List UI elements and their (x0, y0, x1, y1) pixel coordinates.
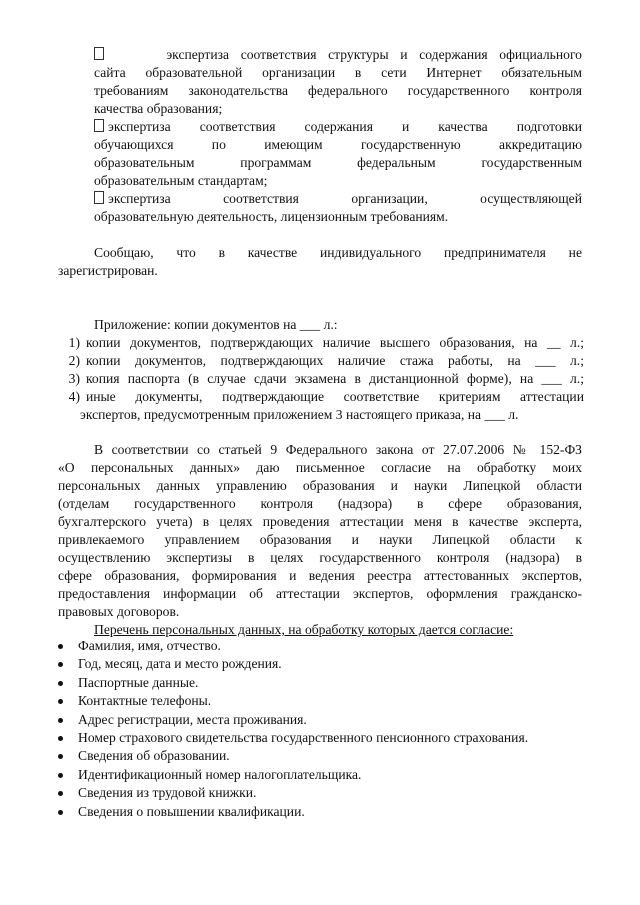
pd-list (58, 637, 588, 821)
attachment-number: 3) (68, 371, 80, 386)
consent-paragraph (58, 441, 582, 621)
pd-item-text: Адрес регистрации, места проживания. (78, 711, 307, 727)
pd-list-title-text: Перечень персональных данных, на обработку которых дается согласие: (94, 622, 514, 637)
pd-list-item (58, 803, 588, 821)
attachment-title-text: Приложение: копии документов на ___ л.: (94, 317, 338, 332)
attachment-text: копия паспорта (в случае сдачи экзамена в дистанционной форме), на ___ л.; (86, 371, 584, 386)
not-registered-line-2: зарегистрирован. (58, 263, 158, 278)
bullet-icon (58, 754, 63, 759)
bullet-icon (58, 791, 63, 796)
expertise-item-2-line-1: экспертиза соответствия содержания и качества подготовки (94, 118, 582, 136)
bullet-icon (58, 736, 63, 741)
attachment-item-2 (60, 352, 584, 370)
attachment-text: экспертов, предусмотренным приложением 3 настоящего приказа, на ___ л. (80, 407, 519, 422)
pd-item-text: Сведения об образовании. (78, 748, 230, 764)
consent-line: «О персональных данных» даю письменное согласие на обработку моих (58, 460, 582, 475)
consent-line: бухгалтерского учета) в целях проведения аттестации меня в качестве эксперта, (58, 514, 582, 529)
bullet-icon (58, 810, 63, 815)
expertise-item-3 (94, 190, 582, 226)
expertise-item-1-line-2: сайта образовательной организации в сети Интернет обязательным (94, 65, 582, 80)
pd-item-text: Сведения из трудовой книжки. (78, 785, 257, 801)
not-registered-paragraph (58, 244, 582, 280)
attachment-text: копии документов, подтверждающих наличие стажа работы, на ___ л.; (86, 353, 584, 368)
consent-line: правовых договоров. (58, 604, 180, 619)
consent-line: привлекаемого управлением образования и науки Липецкой области к (58, 532, 582, 547)
attachments-list (60, 334, 584, 424)
expertise-item-2-line-4: образовательным стандартам; (94, 173, 268, 188)
pd-list-item (58, 674, 588, 692)
bullet-icon (58, 681, 63, 686)
pd-list-item (58, 766, 588, 784)
attachment-item-4 (60, 388, 584, 406)
attachment-title (94, 316, 582, 334)
expertise-item-2-line-3: образовательным программам федеральным государственным (94, 155, 582, 170)
consent-line: В соответствии со статьей 9 Федерального закона от 27.07.2006 № 152-ФЗ (94, 442, 582, 457)
pd-list-item (58, 747, 588, 765)
bullet-icon (58, 718, 63, 723)
expertise-item-2-line-2: обучающихся по имеющим государственную аккредитацию (94, 137, 582, 152)
bullet-icon (58, 773, 63, 778)
bullet-icon (58, 644, 63, 649)
bullet-icon (58, 662, 63, 667)
bullet-icon (58, 699, 63, 704)
consent-line: осуществлению экспертизы в целях государственного контроля (надзора) в (58, 550, 582, 565)
pd-item-text: Сведения о повышении квалификации. (78, 803, 305, 819)
attachment-text: копии документов, подтверждающих наличие высшего образования, на __ л.; (86, 335, 584, 350)
attachment-item-4-cont (60, 406, 584, 424)
pd-item-text: Контактные телефоны. (78, 693, 212, 709)
expertise-item-1-line-1: экспертиза соответствия структуры и содержания официального (94, 46, 582, 64)
checkbox-glyph-icon (94, 119, 104, 132)
attachment-number: 2) (68, 353, 80, 368)
attachment-item-1 (60, 334, 584, 352)
attachment-number: 1) (68, 335, 80, 350)
pd-item-text: Номер страхового свидетельства государственного пенсионного страхования. (78, 729, 529, 745)
pd-list-item (58, 711, 588, 729)
consent-line: персональных данных управлению образования и науки Липецкой области (58, 478, 582, 493)
pd-item-text: Паспортные данные. (78, 674, 199, 690)
attachment-item-3 (60, 370, 584, 388)
attachment-text: иные документы, подтверждающие соответствие критериям аттестации (86, 389, 584, 404)
pd-list-item (58, 692, 588, 710)
pd-list-item (58, 784, 588, 802)
consent-line: сфере образования, формирования и ведения реестра аттестованных экспертов, (58, 568, 582, 583)
pd-item-text: Фамилия, имя, отчество. (78, 638, 221, 653)
checkbox-glyph-icon (94, 47, 104, 60)
pd-list-item (58, 729, 588, 747)
not-registered-line-1: Сообщаю, что в качестве индивидуального предпринимателя не (94, 245, 582, 260)
pd-item-text: Идентификационный номер налогоплательщика. (78, 766, 362, 782)
expertise-item-2 (94, 118, 582, 190)
expertise-item-1-line-4: качества образования; (94, 101, 223, 116)
expertise-item-3-line-1: экспертиза соответствия организации, осуществляющей (94, 190, 582, 208)
checkbox-glyph-icon (94, 191, 104, 204)
expertise-item-3-line-2: образовательную деятельность, лицензионным требованиям. (94, 209, 449, 224)
pd-list-item (58, 637, 588, 655)
pd-list-item (58, 655, 588, 673)
consent-line: предоставления информации об аттестации экспертов, оформления гражданско- (58, 586, 582, 601)
consent-line: (отделам государственного контроля (надзора) в сфере образования, (58, 496, 582, 511)
pd-item-text: Год, месяц, дата и место рождения. (78, 656, 282, 672)
expertise-item-1-line-3: требованиям законодательства федерального государственного контроля (94, 83, 582, 98)
attachment-number: 4) (68, 389, 80, 404)
expertise-item-1 (94, 46, 582, 118)
